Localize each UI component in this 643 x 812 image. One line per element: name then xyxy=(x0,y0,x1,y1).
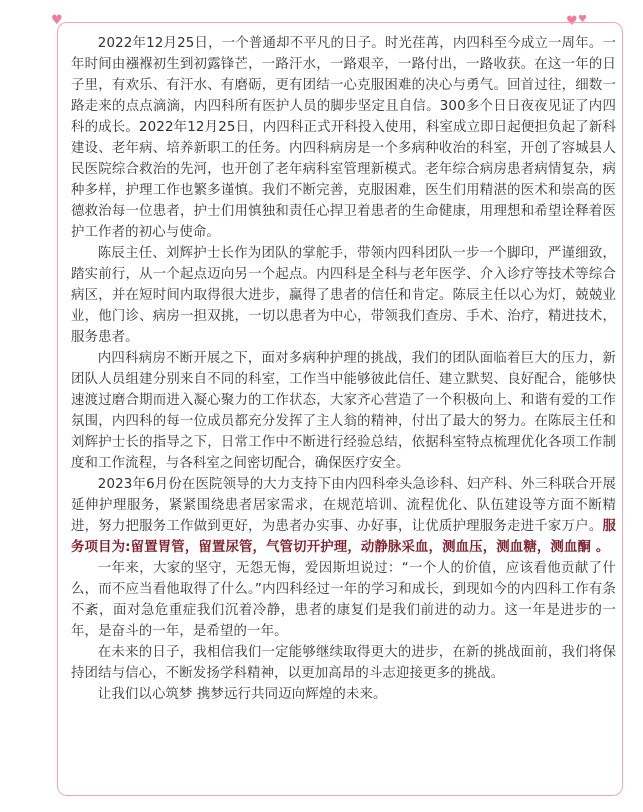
paragraph-leadership: 陈辰主任、刘辉护士长作为团队的掌舵手，带领内四科团队一步一个脚印，严谨细致，踏实前行，从一个起点迈向另一个起点。内四科是全科与老年医学、介入诊疗等技术等综合病区，并在短时间内取得很大进步，赢得了患者的信任和肯定。陈辰主任以心为灯，兢兢业业，他门诊、病房一担双挑，一切以患者为中心，带领我们查房、手术、治疗，精进技术，服务患者。 xyxy=(71,246,616,345)
paragraph-reflection: 一年来，大家的坚守，无怨无悔，爱因斯坦说过：“一个人的价值，应该看他贡献了什么，而不应当看他取得了什么。”内四科经过一年的学习和成长，到现如今的内四科工作有条不紊，面对急危重症我们沉着冷静，患者的康复们是我们前进的动力。这一年是进步的一年，是奋斗的一年，是希望的一年。 xyxy=(71,561,616,639)
heart-icon: ♥ xyxy=(578,14,587,25)
heart-icon: ♥ xyxy=(566,14,578,29)
paragraph-team: 内四科病房不断开展之下，面对多病种护理的挑战，我们的团队面临着巨大的压力，新团队人员组建分别来自不同的科室，工作当中能够彼此信任、建立默契、良好配合，能够快速渡过磨合期而进入凝心聚力的工作状态，大家齐心营造了一个积极向上、和谐有爱的工作氛围，内四科的每一位成员都充分发挥了主人翁的精神，付出了最大的努力。在陈辰主任和刘辉护士长的指导之下，日常工作中不断进行经验总结，依据科室特点梳理优化各项工作制度和工作流程，与各科室之间密切配合，确保医疗安全。 xyxy=(71,351,616,471)
service-items: 服务项目为:留置胃管，留置尿管，气管切开护理，动静脉采血，测血压，测血糖，测血酮 。 xyxy=(71,519,616,555)
paragraph-closing: 让我们以心筑梦 携梦远行共同迈向辉煌的未来。 xyxy=(97,687,387,702)
article-body xyxy=(71,33,616,705)
paragraph-future: 在未来的日子，我相信我们一定能够继续取得更大的进步，在新的挑战面前，我们将保持团结与信心，不断发扬学科精神，以更加高昂的斗志迎接更多的挑战。 xyxy=(71,645,616,681)
extended-care-text: 2023年6月份在医院领导的大力支持下由内四科牵头急诊科、妇产科、外三科联合开展延伸护理服务，紧紧围绕患者居家需求，在规范培训、流程优化、队伍建设等方面不断精进，努力把服务工作做到更好，为患者办实事、办好事，让优质护理服务走进千家万户。 xyxy=(71,477,616,534)
heart-icon: ♥ xyxy=(51,13,63,28)
paragraph-extended-care xyxy=(71,474,616,558)
paragraph-anniversary: 2022年12月25日，一个普通却不平凡的日子。时光荏苒，内四科至今成立一周年。一年时间由襁褓初生到初露锋芒，一路汗水，一路艰辛，一路付出，一路收获。在这一年的日子里，有欢乐、有汗水、有磨砺，更有团结一心克服困难的决心与勇气。回首过往，细数一路走来的点点滴滴，内四科所有医护人员的脚步坚定且自信。300多个日日夜夜见证了内四科的成长。2022年12月25日，内四科正式开科投入使用，科室成立即日起便担负起了新科建设、老年病、培养新职工的任务。内四科病房是一个多病种收治的科室，开创了容城县人民医院综合救治的先河，也开创了老年病科室管理新模式。老年综合病房患者病情复杂，病种多样，护理工作也繁多谨慎。我们不断完善，克服困难，医生们用精湛的医术和崇高的医德救治每一位患者，护士们用慎独和责任心捍卫着患者的生命健康，用理想和希望诠释着医护工作者的初心与使命。 xyxy=(71,36,616,240)
